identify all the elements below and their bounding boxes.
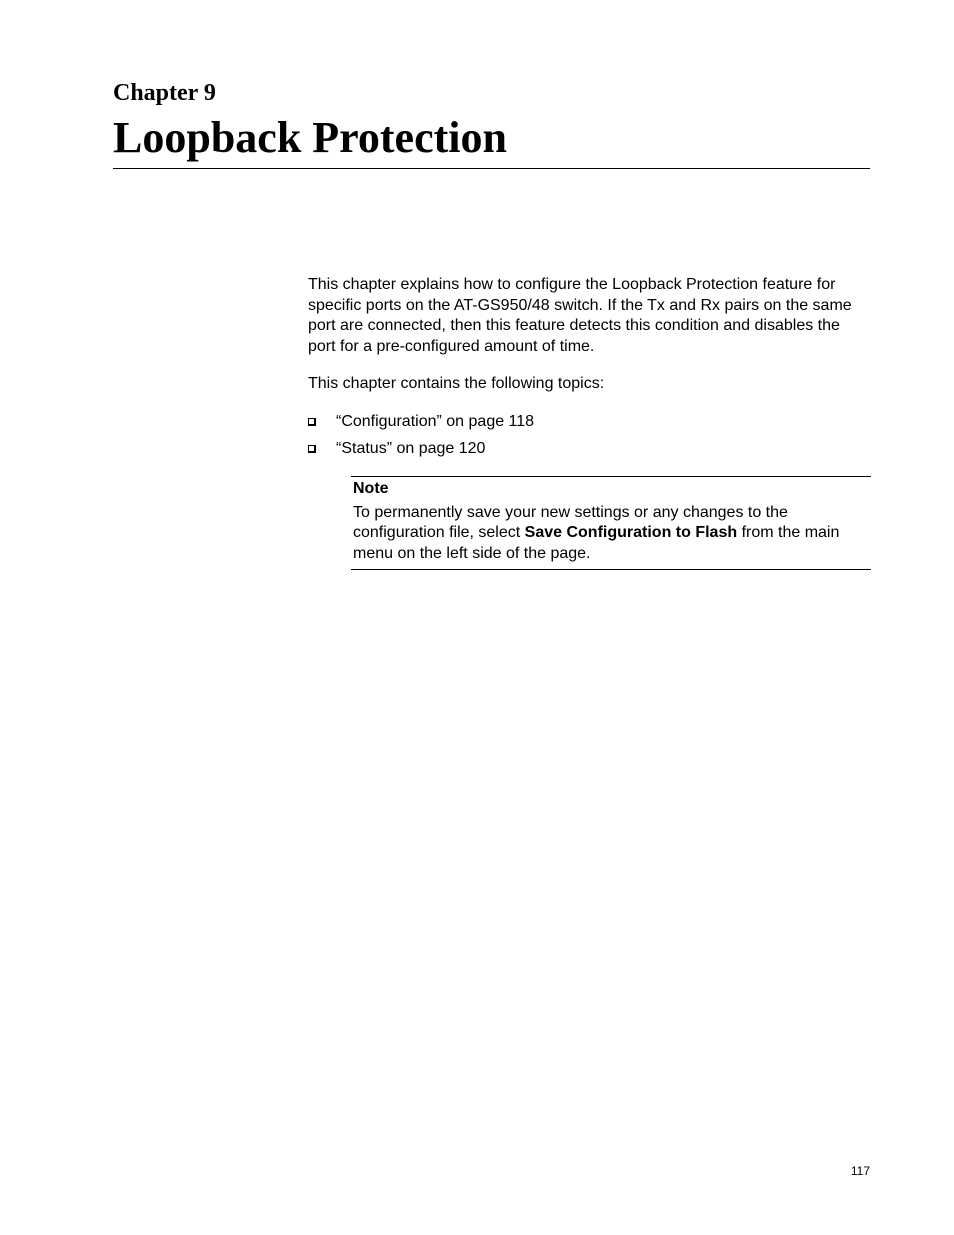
topic-item-status[interactable]	[308, 439, 871, 460]
intro-paragraph: This chapter explains how to configure the Loopback Protection feature for specific ports on the AT-GS950/48 switch. If the Tx and Rx pairs on the same port are connected, then this feature detects this condition and disables the port for a pre-configured amount of time.	[308, 276, 852, 355]
chapter-label: Chapter 9	[113, 80, 216, 106]
note-text-after: from the main menu on the left side of the page.	[353, 524, 840, 562]
note-box	[351, 476, 871, 570]
topic-item-configuration[interactable]	[308, 412, 871, 433]
note-text	[353, 503, 871, 565]
topic-link-configuration[interactable]: “Configuration” on page 118	[336, 412, 535, 430]
note-text-before: To permanently save your new settings or any changes to the configuration file, select	[353, 503, 788, 541]
topic-list	[308, 412, 871, 460]
topic-link-status[interactable]: “Status” on page 120	[336, 440, 486, 457]
note-heading: Note	[353, 480, 389, 497]
page-number: 117	[850, 1164, 870, 1178]
checkbox-bullet-icon	[308, 418, 316, 426]
checkbox-bullet-icon	[308, 445, 316, 453]
note-menu-item-name: Save Configuration to Flash	[524, 524, 738, 541]
title-divider	[113, 168, 870, 169]
chapter-title: Loopback Protection	[113, 113, 507, 162]
topics-lead: This chapter contains the following topics:	[308, 375, 605, 392]
chapter-intro	[308, 275, 871, 467]
